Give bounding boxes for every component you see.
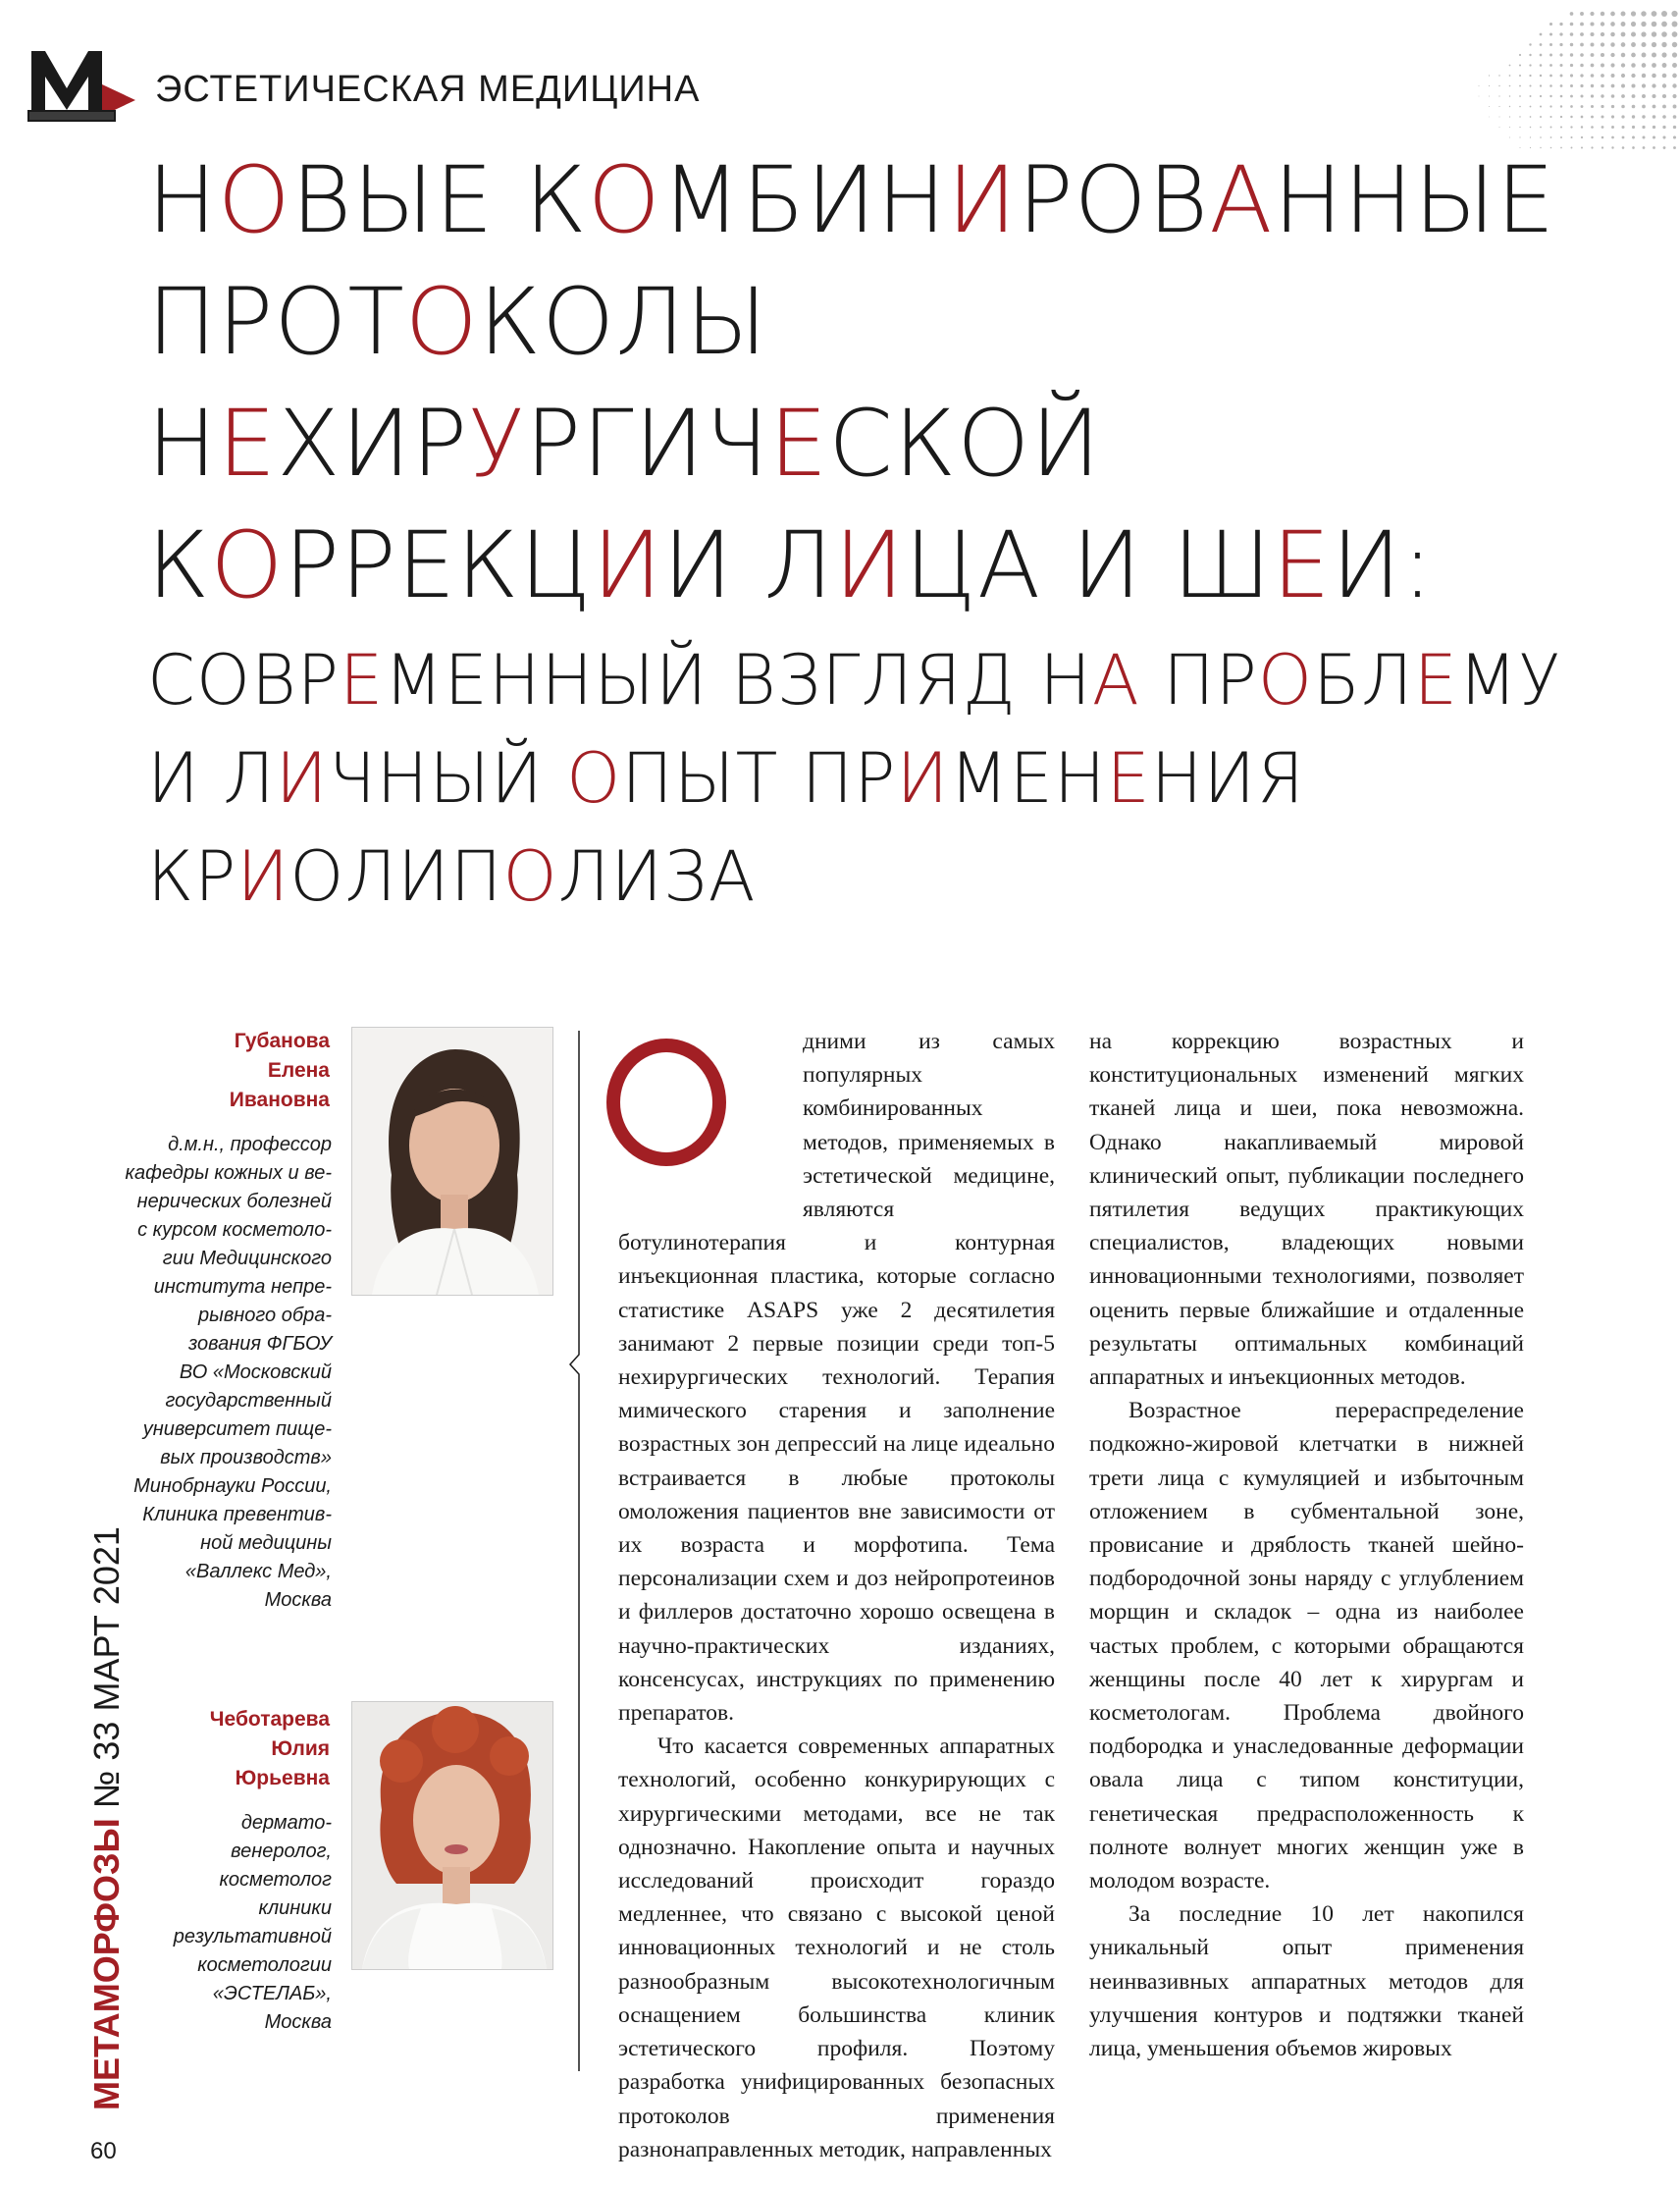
decorative-dots (1452, 8, 1680, 155)
author-photo (351, 1027, 553, 1296)
magazine-logo (27, 41, 135, 128)
author-photo (351, 1701, 553, 1970)
paragraph: Возрастное перераспределение подкожно-жировой клетчатки в нижней трети лица с кумуляцией и избыточным отложением в субментальной зоне, провисание и дряблость тканей шейно-подбородочной зоны наряду с углублением морщин и складок – одна из наиболее частых проблем, с которыми обращаются женщины после 40 лет к хирургам и косметологам. Проблема двойного подбородка и унаследованные деформации овала лица с типом конституции, генетическая предрасположенность к полноте волнует многих женщин уже в молодом возрасте. (1089, 1398, 1524, 1894)
journal-issue-vertical (86, 1423, 130, 2110)
paragraph: Что касается современных аппаратных технологий, особенно конкурирующих с хирургическими методами, все не так однозначно. Накопление опыта и научных исследований происходит гораздо медленнее, что связано с высокой ценой инновационных технологий и не столь разнообразным высокотехнологичным оснащением большинства клиник эстетического профиля. Поэтому разработка унифицированных безопасных протоколов применения разнонаправленных методик, направленных (618, 1734, 1055, 2162)
author-bio: дермато- венеролог, косметолог клиники результативной косметологии «ЭСТЕЛАБ», Москва (173, 1812, 332, 2033)
title-line: НОВЫЕ КОМБИНИРОВАННЫЕ (147, 147, 1556, 254)
paragraph: За последние 10 лет накопился уникальный опыт применения неинвазивных аппаратных методов для улучшения контуров и подтяжки тканей лица, уменьшения объемов жировых (1089, 1901, 1524, 2062)
paragraph: на коррекцию возрастных и конституциональных изменений мягких тканей лица и шеи, пока невозможна. Однако накапливаемый мировой клинический опыт, публикации последнего пятилетия ведущих практикующих специалистов, владеющих новыми инновационными технологиями, позволяет оценить первые ближайшие и отдаленные результаты оптимальных комбинаций аппаратных и инъекционных методов. (1089, 1029, 1524, 1391)
column-divider (568, 1031, 584, 2071)
title-line: КРИОЛИПОЛИЗА (147, 836, 757, 917)
body-column-1 (618, 1025, 1055, 2166)
section-title: ЭСТЕТИЧЕСКАЯ МЕДИЦИНА (155, 69, 701, 110)
title-line: ПРОТОКОЛЫ (147, 269, 768, 376)
title-line: КОРРЕКЦИИ ЛИЦА И ШЕИ: (147, 512, 1435, 619)
paragraph: дними из самых популярных комбинированных методов, применяемых в эстетической медицине, являются ботулинотерапия и контурная инъекционная пластика, которые согласно статистике ASAPS уже 2 десятилетия занимают 2 первые позиции среди топ-5 нехирургических технологий. Терапия мимического старения и заполнение возрастных зон депрессий на лице идеально встраивается в любые протоколы омоложения пациентов вне зависимости от их возраста и морфотипа. Тема персонализации схем и доз нейропротеинов и филлеров достаточно хорошо освещена в научно-практических изданиях, консенсусах, инструкциях по применению препаратов. (618, 1029, 1055, 1727)
title-line: И ЛИЧНЫЙ ОПЫТ ПРИМЕНЕНИЯ (147, 738, 1305, 819)
author-name: Чеботарева Юлия Юрьевна (209, 1708, 330, 1789)
author-name: Губанова Елена Ивановна (229, 1030, 330, 1111)
journal-issue: № 33 МАРТ 2021 (86, 1526, 127, 1819)
body-column-2 (1089, 1025, 1524, 2065)
author-bio: д.м.н., профессор кафедры кожных и ве- нерических болезней с курсом косметоло- гии Медицинского института непре- рывного обра- зования ФГБОУ ВО «Московский государственный университет пище- вых производств» Минобрнауки России, Клиника превентив- ной медицины «Валлекс Мед», Москва (125, 1134, 332, 1611)
journal-name: МЕТАМОРФОЗЫ (86, 1818, 127, 2110)
title-line: НЕХИРУРГИЧЕСКОЙ (147, 391, 1102, 498)
title-line: СОВРЕМЕННЫЙ ВЗГЛЯД НА ПРОБЛЕМУ (147, 640, 1561, 720)
page-number: 60 (90, 2138, 117, 2164)
article-title (147, 147, 1619, 940)
